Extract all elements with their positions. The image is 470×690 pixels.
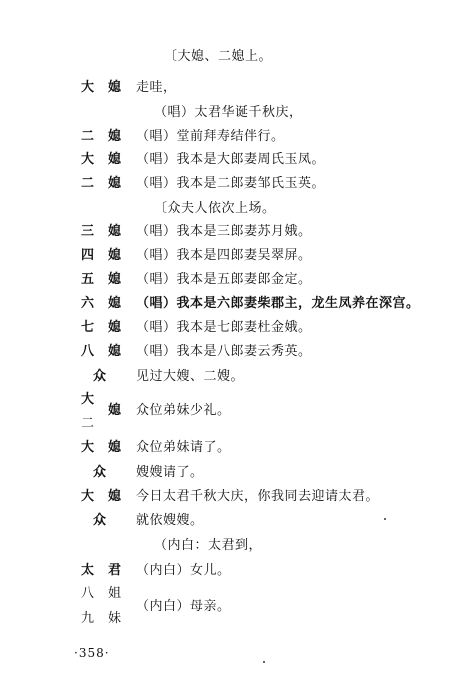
speaker-char: 媳 xyxy=(108,224,122,239)
speaker-char: 四 xyxy=(81,248,95,263)
print-speck xyxy=(263,661,265,663)
speaker-char: 大 xyxy=(81,440,95,455)
dialogue-text: （唱）太君华诞千秋庆， xyxy=(154,105,303,120)
speaker-char: 媳 xyxy=(108,344,122,359)
speaker-char: 大 xyxy=(81,392,95,407)
speaker-char: 媳 xyxy=(108,296,122,311)
dialogue-text: （唱）我本是二郎妻邹氏玉英。 xyxy=(136,176,326,191)
stage-direction-text: 〔大媳、二媳上。 xyxy=(164,49,273,64)
speaker-char: 九 xyxy=(81,611,95,626)
speaker-char: 大 xyxy=(81,80,95,95)
dialogue-text: （唱）我本是五郎妻郎金定。 xyxy=(136,272,312,287)
speaker-char: 媳 xyxy=(108,152,122,167)
speaker-char: 大 xyxy=(81,489,95,504)
dialogue-text: （内白）女儿。 xyxy=(136,563,231,578)
speaker-char: 媳 xyxy=(108,403,122,418)
dialogue-text: （唱）我本是四郎妻吴翠屏。 xyxy=(136,248,312,263)
dialogue-text: 众位弟妹请了。 xyxy=(136,440,231,455)
speaker-char: 姐 xyxy=(108,586,122,601)
speaker-char: 妹 xyxy=(108,611,122,626)
dialogue-text: 就依嫂嫂。 xyxy=(136,513,204,528)
dialogue-text: （唱）我本是三郎妻苏月娥。 xyxy=(136,224,312,239)
speaker-char: 六 xyxy=(81,296,95,311)
speaker-char: 七 xyxy=(81,320,95,335)
dialogue-text: （唱）我本是六郎妻柴郡主，龙生凤养在深宫。 xyxy=(136,296,420,311)
speaker-char: 君 xyxy=(108,563,122,578)
speaker-char: 媳 xyxy=(108,440,122,455)
speaker-char: 八 xyxy=(81,344,95,359)
dialogue-text: 众位弟妹少礼。 xyxy=(136,403,231,418)
stage-direction-text: 〔众夫人依次上场。 xyxy=(154,201,276,216)
dialogue-text: 见过大嫂、二嫂。 xyxy=(136,369,245,384)
speaker-char: 八 xyxy=(81,586,95,601)
dialogue-text: （唱）我本是七郎妻杜金娥。 xyxy=(136,320,312,335)
speaker-char: 二 xyxy=(81,176,95,191)
dialogue-text: 今日太君千秋大庆，你我同去迎请太君。 xyxy=(136,489,380,504)
speaker-char: 众 xyxy=(93,513,107,528)
speaker-char: 媳 xyxy=(108,129,122,144)
speaker-char: 二 xyxy=(81,129,95,144)
dialogue-text: （内白）母亲。 xyxy=(136,599,231,614)
dialogue-text: 嫂嫂请了。 xyxy=(136,465,204,480)
speaker-char: 媳 xyxy=(108,489,122,504)
dialogue-text: （唱）我本是八郎妻云秀英。 xyxy=(136,344,312,359)
print-speck xyxy=(384,518,386,520)
speaker-char: 众 xyxy=(93,369,107,384)
page-number: ·358· xyxy=(74,646,110,660)
speaker-char: 媳 xyxy=(108,272,122,287)
speaker-char: 二 xyxy=(81,416,95,431)
dialogue-text: 走哇， xyxy=(136,80,177,95)
stage-direction-text: （内白：太君到， xyxy=(154,538,263,553)
speaker-char: 五 xyxy=(81,272,95,287)
speaker-char: 媳 xyxy=(108,320,122,335)
dialogue-text: （唱）堂前拜寿结伴行。 xyxy=(136,129,285,144)
speaker-char: 众 xyxy=(93,465,107,480)
speaker-char: 媳 xyxy=(108,176,122,191)
speaker-char: 媳 xyxy=(108,80,122,95)
dialogue-text: （唱）我本是大郎妻周氏玉凤。 xyxy=(136,152,326,167)
speaker-char: 三 xyxy=(81,224,95,239)
speaker-char: 大 xyxy=(81,152,95,167)
speaker-char: 太 xyxy=(81,563,95,578)
speaker-char: 媳 xyxy=(108,248,122,263)
